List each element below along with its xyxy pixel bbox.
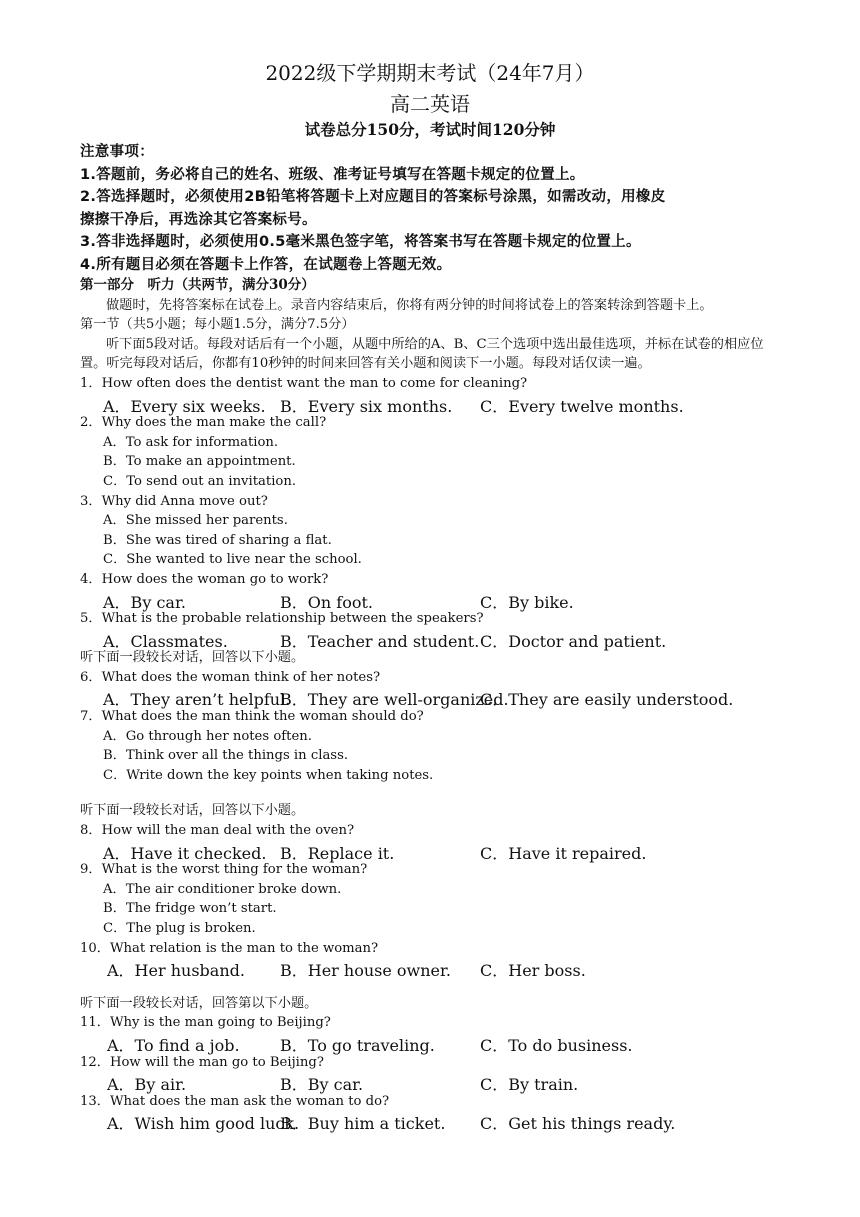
question-1-options (80, 394, 780, 414)
question-6-options (80, 687, 780, 710)
option-b: B．On foot. (280, 592, 373, 612)
option-c: C．Doctor and patient. (480, 631, 667, 651)
spacer (80, 785, 780, 801)
option-a: A．Classmates. (103, 631, 228, 651)
question-12-options (80, 1072, 780, 1095)
exam-title: 2022级下学期期末考试（24年7月） (265, 61, 595, 85)
option-c: C．Get his things ready. (480, 1114, 676, 1134)
exam-body (80, 141, 780, 1134)
option-b: B．To make an appointment. (103, 454, 296, 470)
option-b: B．Think over all the things in class. (103, 748, 349, 764)
question-11-options (80, 1033, 780, 1053)
option-b: B．Every six months. (280, 396, 453, 416)
option-a: A．To ask for information. (103, 434, 279, 450)
question-2: 2．Why does the man make the call? (80, 415, 327, 431)
option-c: C．She wanted to live near the school. (103, 552, 362, 568)
option-c: C．Have it repaired. (480, 843, 647, 863)
option-c: C．To do business. (480, 1035, 633, 1055)
option-c: C．To send out an invitation. (103, 473, 297, 489)
exam-info: 试卷总分150分，考试时间120分钟 (304, 120, 556, 139)
option-b: B．They are well-organized. (280, 690, 509, 710)
section1-heading: 第一节（共5小题；每小题1.5分，满分7.5分） (80, 317, 355, 333)
option-c: C．Every twelve months. (480, 396, 684, 416)
question-5: 5．What is the probable relationship between the speakers? (80, 611, 484, 627)
section1-instruction: 听下面5段对话。每段对话后有一个小题，从题中所给的A、B、C三个选项中选出最佳选项，并标在试卷的相应位置。听完每段对话后，你都有10秒钟的时间来回答有关小题和阅读下一小题。每段对话仅读一遍。 (80, 336, 764, 372)
option-b: B．Teacher and student. (280, 631, 480, 651)
note-item: 擦擦干净后，再选涂其它答案标号。 (80, 211, 317, 228)
question-11: 11．Why is the man going to Beijing? (80, 1015, 331, 1031)
part1-instruction: 做题时，先将答案标在试卷上。录音内容结束后，你将有两分钟的时间将试卷上的答案转涂到答题卡上。 (106, 297, 713, 313)
question-1: 1．How often does the dentist want the man to come for cleaning? (80, 375, 528, 391)
option-a: A．To find a job. (107, 1035, 240, 1055)
option-a: A．By air. (107, 1075, 187, 1095)
note-item: 1.答题前，务必将自己的姓名、班级、准考证号填写在答题卡规定的位置上。 (80, 166, 585, 183)
long-dialogue-lead: 听下面一段较长对话，回答第以下小题。 (80, 995, 318, 1011)
question-13: 13．What does the man ask the woman to do? (80, 1093, 390, 1109)
option-c: C．By bike. (480, 592, 574, 612)
option-b: B．Replace it. (280, 843, 395, 863)
option-b: B．The fridge won’t start. (103, 901, 277, 917)
option-b: B．To go traveling. (280, 1035, 435, 1055)
option-b: B．She was tired of sharing a flat. (103, 532, 332, 548)
question-10-options (80, 958, 780, 981)
option-c: C．The plug is broken. (103, 921, 256, 936)
option-a: A．Wish him good luck. (107, 1114, 300, 1134)
notes-heading: 注意事项： (80, 144, 154, 160)
note-item: 2.答选择题时，必须使用2B铅笔将答题卡上对应题目的答案标号涂黑，如需改动，用橡皮 (80, 189, 666, 205)
long-dialogue-lead: 听下面一段较长对话，回答以下小题。 (80, 650, 305, 666)
question-3: 3．Why did Anna move out? (80, 493, 268, 509)
part1-heading: 第一部分 听力（共两节，满分30分） (80, 277, 315, 293)
option-c: C．They are easily understood. (480, 690, 734, 710)
question-10: 10．What relation is the man to the woman? (80, 940, 379, 956)
question-8-options (80, 841, 780, 861)
question-6: 6．What does the woman think of her notes? (80, 669, 381, 685)
option-a: A．She missed her parents. (103, 513, 288, 529)
option-a: A．Go through her notes often. (103, 728, 312, 744)
option-c: C．Her boss. (480, 961, 586, 981)
option-a: A．The air conditioner broke down. (103, 881, 342, 897)
long-dialogue-lead: 听下面一段较长对话，回答以下小题。 (80, 803, 305, 819)
option-c: C．By train. (480, 1075, 579, 1095)
question-7: 7．What does the man think the woman should do? (80, 709, 424, 725)
question-13-options (80, 1111, 780, 1134)
exam-subject: 高二英语 (390, 92, 470, 116)
question-8: 8．How will the man deal with the oven? (80, 823, 355, 839)
option-b: B．Buy him a ticket. (280, 1114, 446, 1134)
question-4: 4．How does the woman go to work? (80, 571, 329, 587)
option-b: B．Her house owner. (280, 961, 452, 981)
option-b: B．By car. (280, 1075, 364, 1095)
question-12: 12．How will the man go to Beijing? (80, 1054, 324, 1070)
note-item: 3.答非选择题时，必须使用0.5毫米黑色签字笔，将答案书写在答题卡规定的位置上。 (80, 234, 641, 250)
question-5-options (80, 629, 780, 649)
option-a: A．By car. (103, 592, 186, 612)
note-item: 4.所有题目必须在答题卡上作答，在试题卷上答题无效。 (80, 256, 452, 273)
question-9: 9．What is the worst thing for the woman? (80, 862, 368, 878)
question-4-options (80, 590, 780, 610)
option-a: A．Have it checked. (103, 843, 267, 863)
option-a: A．Every six weeks. (103, 396, 266, 416)
option-a: A．Her husband. (107, 961, 245, 981)
option-a: A．They aren’t helpful. (103, 690, 291, 710)
option-c: C．Write down the key points when taking notes. (103, 767, 434, 783)
